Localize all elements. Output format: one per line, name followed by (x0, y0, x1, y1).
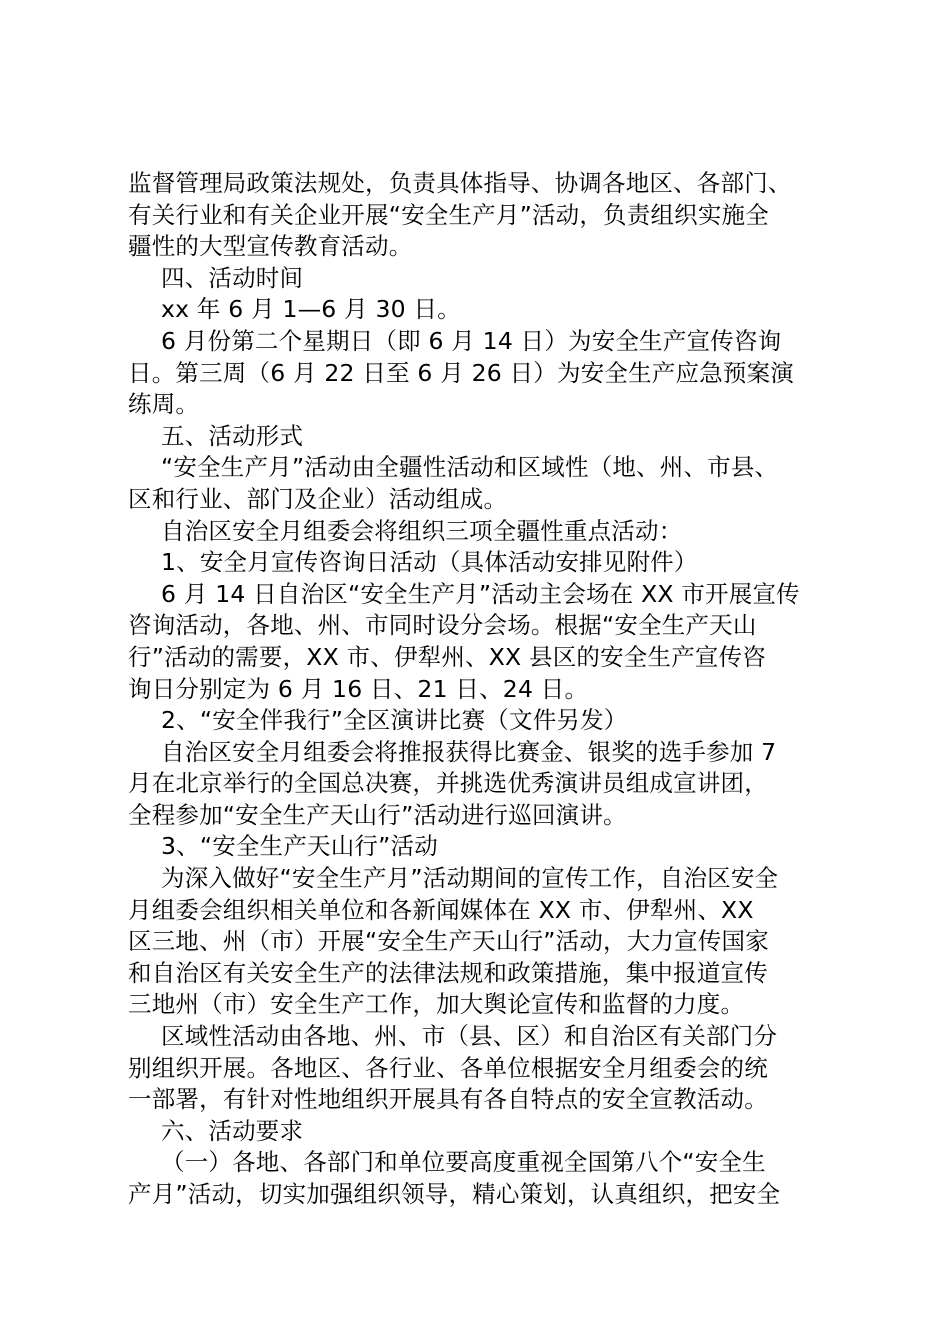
text-line: 为深入做好“安全生产月”活动期间的宣传工作，自治区安全 (161, 864, 779, 893)
text-line: 1、安全月宣传咨询日活动（具体活动安排见附件） (161, 548, 698, 577)
text-line: （一）各地、各部门和单位要高度重视全国第八个“安全生 (161, 1148, 766, 1177)
text-line: “安全生产月”活动由全疆性活动和区域性（地、州、市县、 (161, 453, 779, 482)
text-line: 自治区安全月组委会将组织三项全疆性重点活动： (161, 516, 683, 545)
text-line: 自治区安全月组委会将推报获得比赛金、银奖的选手参加 7 (161, 737, 777, 766)
text-line: 全程参加“安全生产天山行”活动进行巡回演讲。 (128, 800, 627, 829)
text-line: 区域性活动由各地、州、市（县、区）和自治区有关部门分 (161, 1022, 778, 1051)
section-heading: 五、活动形式 (161, 421, 304, 450)
text-line: 区和行业、部门及企业）活动组成。 (128, 484, 508, 513)
text-line: 月组委会组织相关单位和各新闻媒体在 XX 市、伊犁州、XX (128, 895, 754, 924)
text-line: 2、“安全伴我行”全区演讲比赛（文件另发） (161, 706, 628, 735)
text-line: 6 月份第二个星期日（即 6 月 14 日）为安全生产宣传咨询 (161, 326, 782, 355)
text-line: xx 年 6 月 1—6 月 30 日。 (161, 295, 461, 324)
text-line: 询日分别定为 6 月 16 日、21 日、24 日。 (128, 674, 589, 703)
text-line: 别组织开展。各地区、各行业、各单位根据安全月组委会的统 (128, 1053, 768, 1082)
text-line: 产月”活动，切实加强组织领导，精心策划，认真组织，把安全 (128, 1180, 781, 1208)
section-heading: 四、活动时间 (161, 263, 304, 292)
section-heading: 六、活动要求 (161, 1116, 304, 1145)
text-line: 区三地、州（市）开展“安全生产天山行”活动，大力宣传国家 (128, 927, 769, 956)
text-line: 和自治区有关安全生产的法律法规和政策措施，集中报道宣传 (128, 958, 768, 987)
text-line: 3、“安全生产天山行”活动 (161, 832, 438, 861)
text-line: 监督管理局政策法规处，负责具体指导、协调各地区、各部门、 (128, 169, 792, 197)
text-line: 日。第三周（6 月 22 日至 6 月 26 日）为安全生产应急预案演 (128, 358, 794, 387)
text-line: 月在北京举行的全国总决赛，并挑选优秀演讲员组成宣讲团， (128, 769, 768, 798)
text-line: 行”活动的需要，XX 市、伊犁州、XX 县区的安全生产宣传咨 (128, 642, 767, 671)
text-line: 6 月 14 日自治区“安全生产月”活动主会场在 XX 市开展宣传 (161, 579, 800, 608)
text-line: 一部署，有针对性地组织开展具有各自特点的安全宣教活动。 (128, 1085, 768, 1114)
text-line: 有关行业和有关企业开展“安全生产月”活动，负责组织实施全 (128, 200, 769, 229)
text-line: 三地州（市）安全生产工作，加大舆论宣传和监督的力度。 (128, 990, 745, 1019)
text-line: 练周。 (128, 390, 200, 419)
text-line: 咨询活动，各地、州、市同时设分会场。根据“安全生产天山 (128, 611, 757, 640)
text-line: 疆性的大型宣传教育活动。 (128, 232, 413, 261)
document-body (128, 168, 833, 1211)
